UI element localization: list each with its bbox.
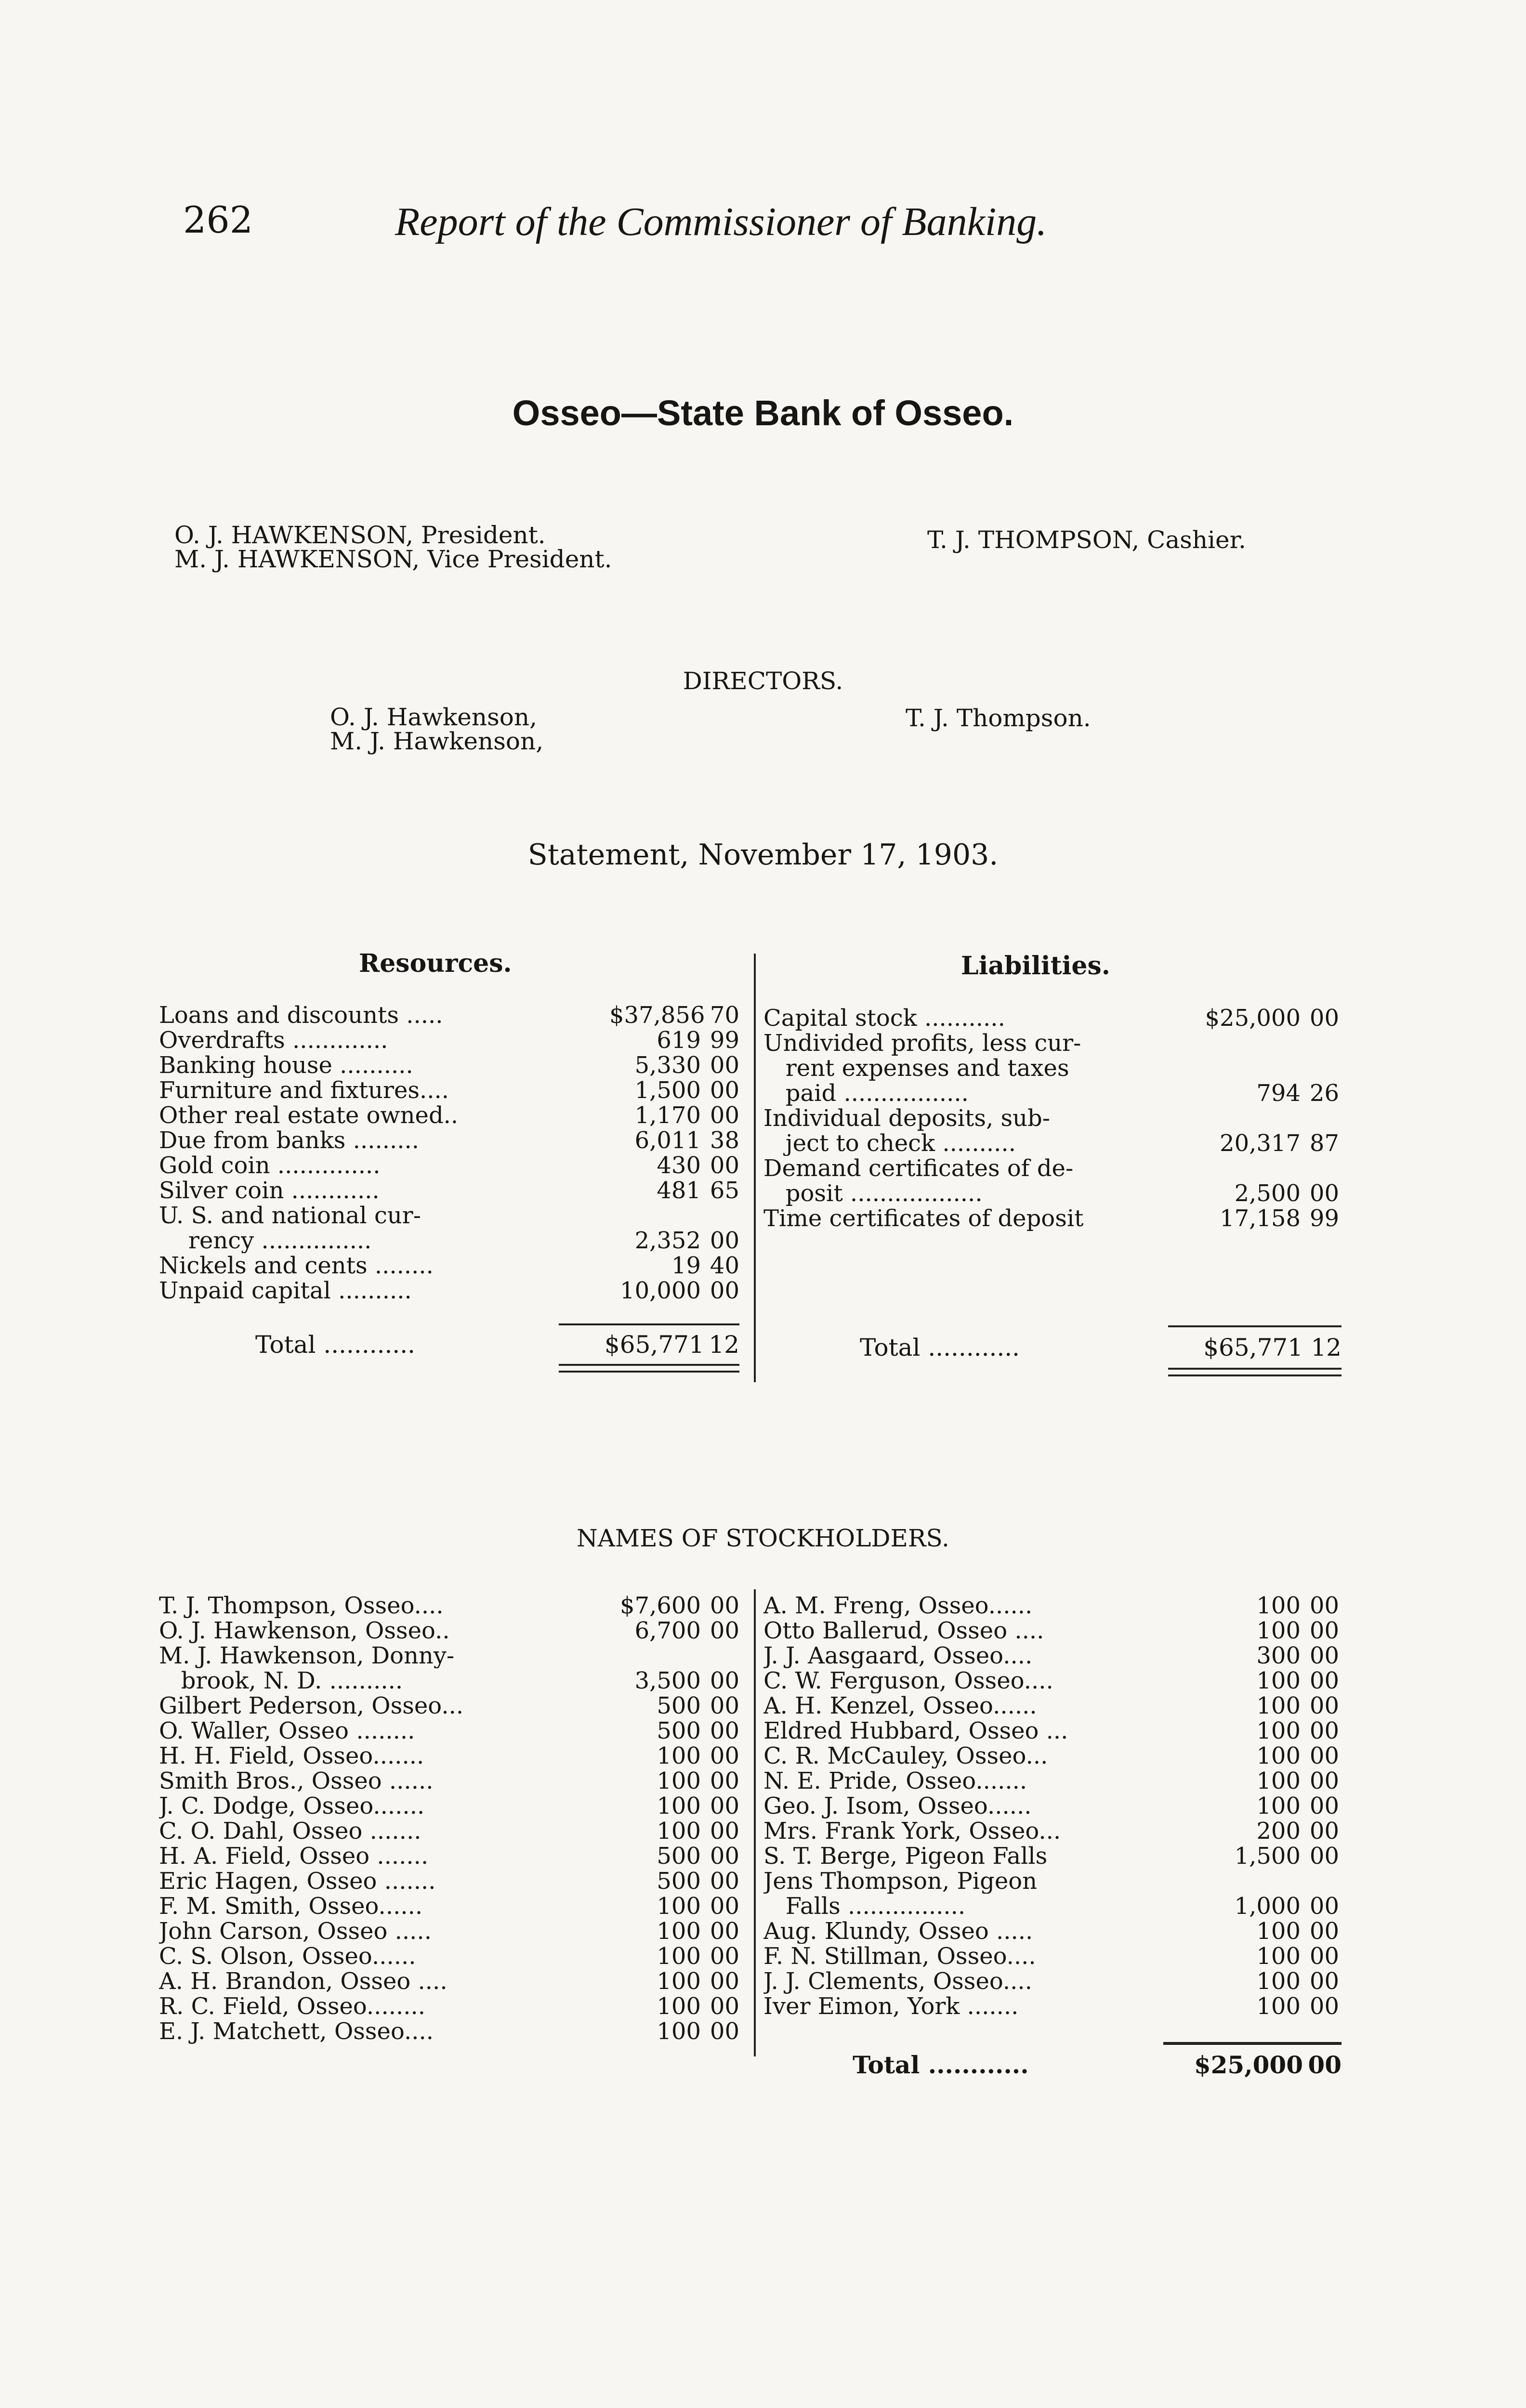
list-item: Aug. Klundy, Osseo ..... 100 00 [763, 1918, 1339, 1945]
table-row: rency ............... 2,352 00 [159, 1227, 739, 1254]
list-item: C. W. Ferguson, Osseo.... 100 00 [763, 1667, 1339, 1694]
liabilities-table [763, 1006, 1339, 1231]
table-row: paid ................. 794 26 [763, 1080, 1339, 1107]
list-item: Mrs. Frank York, Osseo... 200 00 [763, 1818, 1339, 1845]
list-item: M. J. Hawkenson, Donny- [159, 1643, 455, 1668]
directors-heading: DIRECTORS. [683, 667, 843, 695]
table-row: Unpaid capital .......... 10,000 00 [159, 1277, 739, 1304]
officer-vice-president: M. J. HAWKENSON, Vice President. [174, 545, 612, 573]
list-item: A. M. Freng, Osseo...... 100 00 [763, 1592, 1339, 1619]
table-row: Overdrafts ............. 619 99 [159, 1027, 739, 1054]
stockholders-total-rule [1163, 2042, 1342, 2045]
officer-president: O. J. HAWKENSON, President. [174, 521, 546, 549]
list-item: Gilbert Pederson, Osseo... 500 00 [159, 1692, 739, 1719]
table-row: Nickels and cents ........ 19 40 [159, 1252, 739, 1279]
list-item: J. J. Clements, Osseo.... 100 00 [763, 1968, 1339, 1995]
liabilities-total: Total ............ $65,771 12 [860, 1334, 1342, 1361]
table-row: Silver coin ............ 481 65 [159, 1177, 739, 1204]
director-name: O. J. Hawkenson, [330, 703, 537, 731]
stockholders-total: Total ............ $25,000 00 [853, 2051, 1342, 2079]
list-item: Iver Eimon, York ....... 100 00 [763, 1993, 1339, 2020]
list-item: T. J. Thompson, Osseo.... $7,600 00 [159, 1592, 739, 1619]
table-row: Demand certificates of de- [763, 1156, 1074, 1181]
list-item: Jens Thompson, Pigeon [763, 1869, 1038, 1894]
list-item: J. C. Dodge, Osseo....... 100 00 [159, 1793, 739, 1819]
list-item: C. R. McCauley, Osseo... 100 00 [763, 1742, 1339, 1769]
list-item: Smith Bros., Osseo ...... 100 00 [159, 1767, 739, 1794]
list-item: O. Waller, Osseo ........ 500 00 [159, 1717, 739, 1744]
list-item: E. J. Matchett, Osseo.... 100 00 [159, 2018, 739, 2045]
stockholders-left-list [159, 1593, 739, 2044]
list-item: Eric Hagen, Osseo ....... 500 00 [159, 1868, 739, 1895]
table-row: posit .................. 2,500 00 [763, 1180, 1339, 1207]
table-row: Gold coin .............. 430 00 [159, 1152, 739, 1179]
table-row: rent expenses and taxes [763, 1056, 1069, 1081]
list-item: Eldred Hubbard, Osseo ... 100 00 [763, 1717, 1339, 1744]
resources-double-rule-2 [559, 1371, 739, 1373]
list-item: O. J. Hawkenson, Osseo.. 6,700 00 [159, 1617, 739, 1644]
list-item: F. N. Stillman, Osseo.... 100 00 [763, 1943, 1339, 1970]
table-row: ject to check .......... 20,317 87 [763, 1130, 1339, 1157]
list-item: A. H. Brandon, Osseo .... 100 00 [159, 1968, 739, 1995]
stockholders-right-list [763, 1593, 1339, 2019]
page-number: 262 [183, 198, 253, 241]
table-row: Undivided profits, less cur- [763, 1031, 1081, 1056]
list-item: Falls ................ 1,000 00 [763, 1893, 1339, 1920]
list-item: C. S. Olson, Osseo...... 100 00 [159, 1943, 739, 1970]
resources-double-rule-1 [559, 1364, 739, 1366]
resources-total: Total ............ $65,771 12 [255, 1331, 739, 1359]
list-item: S. T. Berge, Pigeon Falls 1,500 00 [763, 1843, 1339, 1870]
liabilities-heading: Liabilities. [961, 951, 1110, 981]
list-item: brook, N. D. .......... 3,500 00 [159, 1667, 739, 1694]
resources-total-rule [559, 1323, 739, 1325]
list-item: F. M. Smith, Osseo...... 100 00 [159, 1893, 739, 1920]
stockholders-heading: NAMES OF STOCKHOLDERS. [577, 1524, 949, 1552]
liabilities-double-rule-1 [1168, 1368, 1342, 1370]
table-row: Other real estate owned.. 1,170 00 [159, 1102, 739, 1129]
liabilities-double-rule-2 [1168, 1374, 1342, 1376]
list-item: John Carson, Osseo ..... 100 00 [159, 1918, 739, 1945]
statement-title: Statement, November 17, 1903. [527, 838, 999, 872]
liabilities-total-rule [1168, 1325, 1342, 1327]
list-item: Geo. J. Isom, Osseo...... 100 00 [763, 1793, 1339, 1819]
stockholders-divider [754, 1589, 756, 2056]
table-row: U. S. and national cur- [159, 1203, 421, 1228]
list-item: J. J. Aasgaard, Osseo.... 300 00 [763, 1642, 1339, 1669]
list-item: Otto Ballerud, Osseo .... 100 00 [763, 1617, 1339, 1644]
bank-title: Osseo—State Bank of Osseo. [512, 393, 1014, 433]
resources-table [159, 1003, 739, 1303]
resources-heading: Resources. [359, 949, 512, 978]
table-row: Furniture and fixtures.... 1,500 00 [159, 1077, 739, 1104]
table-row: Capital stock ........... $25,000 00 [763, 1005, 1339, 1032]
list-item: N. E. Pride, Osseo....... 100 00 [763, 1767, 1339, 1794]
list-item: H. A. Field, Osseo ....... 500 00 [159, 1843, 739, 1870]
table-row: Individual deposits, sub- [763, 1106, 1050, 1131]
table-row: Due from banks ......... 6,011 38 [159, 1127, 739, 1154]
table-row: Time certificates of deposit 17,158 99 [763, 1205, 1339, 1232]
list-item: A. H. Kenzel, Osseo...... 100 00 [763, 1692, 1339, 1719]
running-title: Report of the Commissioner of Banking. [395, 199, 1047, 244]
list-item: H. H. Field, Osseo....... 100 00 [159, 1742, 739, 1769]
list-item: C. O. Dahl, Osseo ....... 100 00 [159, 1818, 739, 1845]
table-row: Loans and discounts ..... $37,856 70 [159, 1002, 739, 1029]
column-divider [754, 954, 756, 1382]
officer-cashier: T. J. THOMPSON, Cashier. [927, 526, 1246, 554]
director-name: M. J. Hawkenson, [330, 727, 544, 755]
table-row: Banking house .......... 5,330 00 [159, 1052, 739, 1079]
list-item: R. C. Field, Osseo........ 100 00 [159, 1993, 739, 2020]
director-name: T. J. Thompson. [906, 704, 1091, 732]
